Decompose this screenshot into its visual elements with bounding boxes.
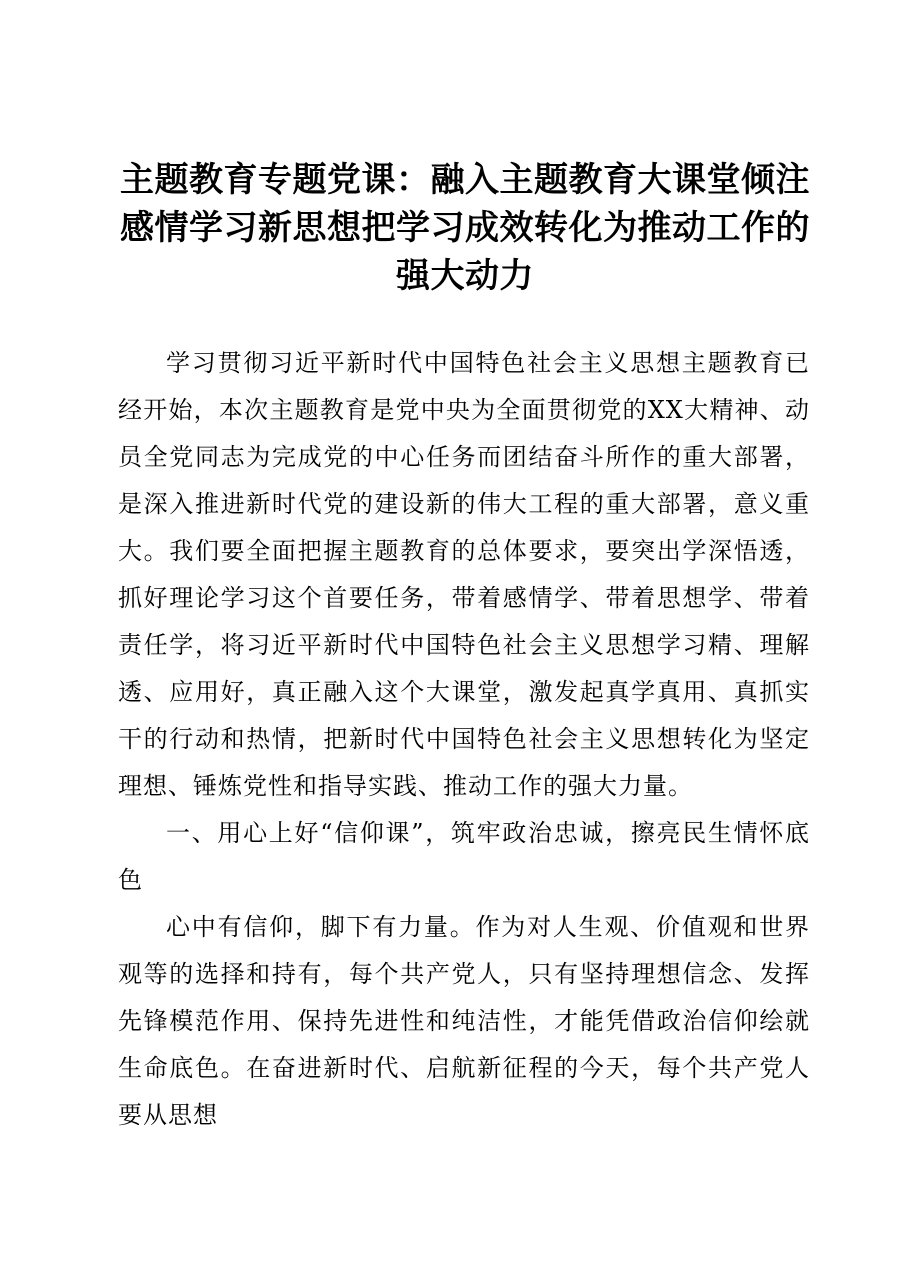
document-body	[118, 340, 810, 1139]
section-heading: 一、用心上好“信仰课”，筑牢政治忠诚，擦亮民生情怀底色	[118, 819, 810, 894]
document-title: 主题教育专题党课：融入主题教育大课堂倾注感情学习新思想把学习成效转化为推动工作的强大动力	[120, 160, 810, 296]
intro-paragraph: 学习贯彻习近平新时代中国特色社会主义思想主题教育已经开始，本次主题教育是党中央为全面贯彻党的XX大精神、动员全党同志为完成党的中心任务而团结奋斗所作的重大部署，是深入推进新时代党的建设新的伟大工程的重大部署，意义重大。我们要全面把握主题教育的总体要求，要突出学深悟透，抓好理论学习这个首要任务，带着感情学、带着思想学、带着责任学，将习近平新时代中国特色社会主义思想学习精、理解透、应用好，真正融入这个大课堂，激发起真学真用、真抓实干的行动和热情，把新时代中国特色社会主义思想转化为坚定理想、锤炼党性和指导实践、推动工作的强大力量。	[118, 349, 810, 800]
body-paragraph: 心中有信仰，脚下有力量。作为对人生观、价值观和世界观等的选择和持有，每个共产党人，只有坚持理想信念、发挥先锋模范作用、保持先进性和纯洁性，才能凭借政治信仰绘就生命底色。在奋进新时代、启航新征程的今天，每个共产党人要从思想	[118, 913, 810, 1129]
